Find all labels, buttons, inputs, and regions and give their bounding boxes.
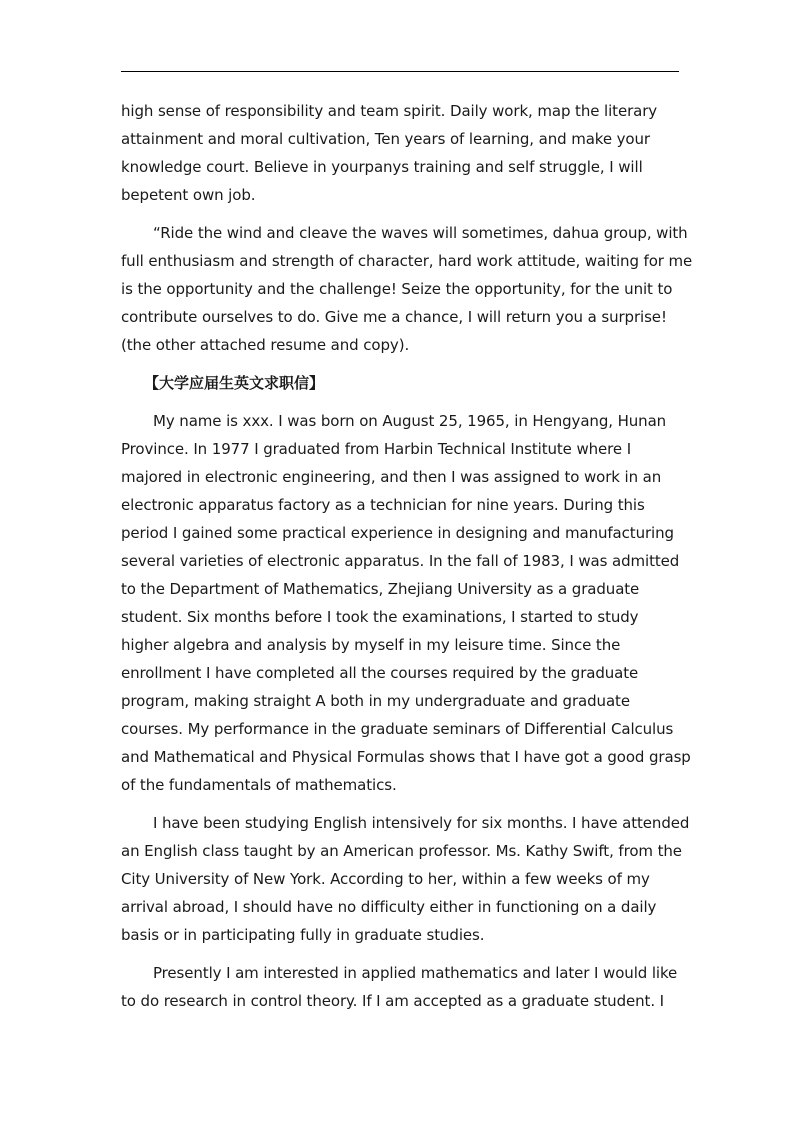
text-line: electronic apparatus factory as a technician for nine years. During this bbox=[121, 496, 645, 514]
paragraph bbox=[121, 97, 681, 209]
text-line: (the other attached resume and copy). bbox=[121, 336, 410, 354]
header-rule bbox=[121, 71, 679, 72]
text-line: contribute ourselves to do. Give me a chance, I will return you a surprise! bbox=[121, 308, 667, 326]
text-line: higher algebra and analysis by myself in my leisure time. Since the bbox=[121, 636, 621, 654]
text-line: is the opportunity and the challenge! Seize the opportunity, for the unit to bbox=[121, 280, 673, 298]
text-line: courses. My performance in the graduate seminars of Differential Calculus bbox=[121, 720, 674, 738]
text-line: Presently I am interested in applied mathematics and later I would like bbox=[153, 964, 678, 982]
text-line: enrollment I have completed all the courses required by the graduate bbox=[121, 664, 639, 682]
text-line: arrival abroad, I should have no difficulty either in functioning on a daily bbox=[121, 898, 657, 916]
text-line: Province. In 1977 I graduated from Harbin Technical Institute where I bbox=[121, 440, 632, 458]
paragraph bbox=[121, 809, 690, 949]
paragraph bbox=[121, 959, 681, 1015]
text-line: majored in electronic engineering, and then I was assigned to work in an bbox=[121, 468, 662, 486]
text-line: program, making straight A both in my undergraduate and graduate bbox=[121, 692, 630, 710]
text-line: “Ride the wind and cleave the waves will sometimes, dahua group, with bbox=[153, 224, 688, 242]
text-line: bepetent own job. bbox=[121, 186, 256, 204]
text-line: an English class taught by an American professor. Ms. Kathy Swift, from the bbox=[121, 842, 682, 860]
text-line: of the fundamentals of mathematics. bbox=[121, 776, 397, 794]
text-line: I have been studying English intensively for six months. I have attended bbox=[153, 814, 690, 832]
paragraph bbox=[121, 219, 693, 359]
text-line: to the Department of Mathematics, Zhejiang University as a graduate bbox=[121, 580, 640, 598]
text-line: City University of New York. According to her, within a few weeks of my bbox=[121, 870, 650, 888]
text-line: student. Six months before I took the examinations, I started to study bbox=[121, 608, 639, 626]
paragraph bbox=[121, 407, 691, 799]
text-line: high sense of responsibility and team spirit. Daily work, map the literary bbox=[121, 102, 658, 120]
text-line: My name is xxx. I was born on August 25, 1965, in Hengyang, Hunan bbox=[153, 412, 667, 430]
text-line: attainment and moral cultivation, Ten years of learning, and make your bbox=[121, 130, 650, 148]
text-line: basis or in participating fully in graduate studies. bbox=[121, 926, 485, 944]
text-line: and Mathematical and Physical Formulas shows that I have got a good grasp bbox=[121, 748, 691, 766]
section-heading: 【大学应届生英文求职信】 bbox=[144, 374, 325, 392]
text-line: full enthusiasm and strength of character, hard work attitude, waiting for me bbox=[121, 252, 693, 270]
text-line: period I gained some practical experience in designing and manufacturing bbox=[121, 524, 674, 542]
document-body bbox=[121, 97, 693, 1025]
text-line: several varieties of electronic apparatus. In the fall of 1983, I was admitted bbox=[121, 552, 680, 570]
text-line: knowledge court. Believe in yourpanys training and self struggle, I will bbox=[121, 158, 643, 176]
text-line: to do research in control theory. If I am accepted as a graduate student. I bbox=[121, 992, 664, 1010]
